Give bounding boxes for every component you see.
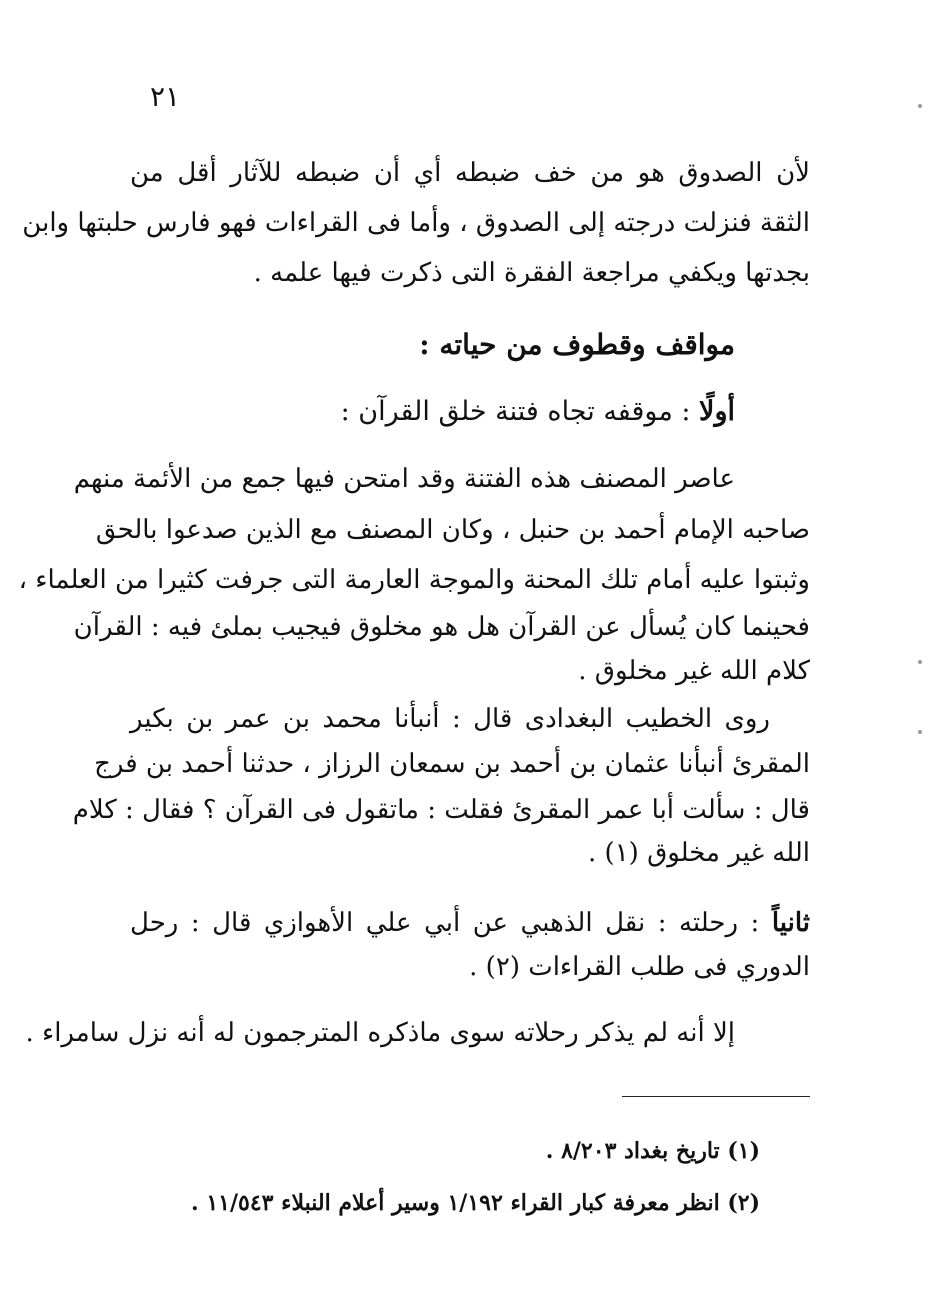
- paragraph-1-line-1: لأن الصدوق هو من خف ضبطه أي أن ضبطه للآثار أقل من: [130, 158, 810, 188]
- paragraph-3-line-3: قال : سألت أبا عمر المقرئ فقلت : ماتقول فى القرآن ؟ فقال : كلام: [72, 795, 810, 825]
- scan-speck: [918, 660, 922, 664]
- first-item-label: أولًا: [699, 396, 735, 427]
- scan-speck: [918, 104, 922, 108]
- second-item-line-2: الدوري فى طلب القراءات (٢) .: [469, 952, 810, 982]
- paragraph-3-line-4: الله غير مخلوق (١) .: [588, 838, 810, 868]
- paragraph-2-line-1: عاصر المصنف هذه الفتنة وقد امتحن فيها جمع من الأئمة منهم: [73, 464, 735, 494]
- footnote-separator: [622, 1096, 810, 1097]
- paragraph-1-line-3: بجدتها ويكفي مراجعة الفقرة التى ذكرت فيها علمه .: [253, 258, 810, 288]
- paragraph-2-line-5: كلام الله غير مخلوق .: [578, 656, 810, 686]
- footnote-2: (٢) انظر معرفة كبار القراء ١/١٩٢ وسير أعلام النبلاء ١١/٥٤٣ .: [191, 1190, 760, 1216]
- footnote-1: (١) تاريخ بغداد ٨/٢٠٣ .: [545, 1138, 760, 1164]
- first-item-title: : موقفه تجاه فتنة خلق القرآن :: [340, 396, 700, 427]
- first-item-heading: [130, 396, 735, 428]
- paragraph-2-line-3: وثبتوا عليه أمام تلك المحنة والموجة العارمة التى جرفت كثيرا من العلماء ،: [18, 565, 810, 595]
- paragraph-3-line-1: روى الخطيب البغدادى قال : أنبأنا محمد بن عمر بن بكير: [130, 704, 770, 734]
- scan-speck: [918, 730, 922, 734]
- paragraph-2-line-2: صاحبه الإمام أحمد بن حنبل ، وكان المصنف مع الذين صدعوا بالحق: [95, 515, 810, 545]
- paragraph-3-line-2: المقرئ أنبأنا عثمان بن أحمد بن سمعان الرزاز ، حدثنا أحمد بن فرج: [94, 749, 810, 779]
- second-item-line-1: [130, 908, 810, 939]
- second-item-text: : رحلته : نقل الذهبي عن أبي علي الأهوازي قال : رحل: [130, 908, 772, 938]
- paragraph-2-line-4: فحينما كان يُسأل عن القرآن هل هو مخلوق فيجيب بملئ فيه : القرآن: [73, 612, 810, 642]
- page-number: ٢١: [150, 80, 181, 113]
- second-item-label: ثانياً: [771, 908, 810, 938]
- paragraph-1-line-2: الثقة فنزلت درجته إلى الصدوق ، وأما فى القراءات فهو فارس حلبتها وابن: [22, 208, 810, 238]
- section-heading: مواقف وقطوف من حياته :: [419, 328, 735, 361]
- paragraph-4: إلا أنه لم يذكر رحلاته سوى ماذكره المترجمون له أنه نزل سامراء .: [25, 1018, 735, 1048]
